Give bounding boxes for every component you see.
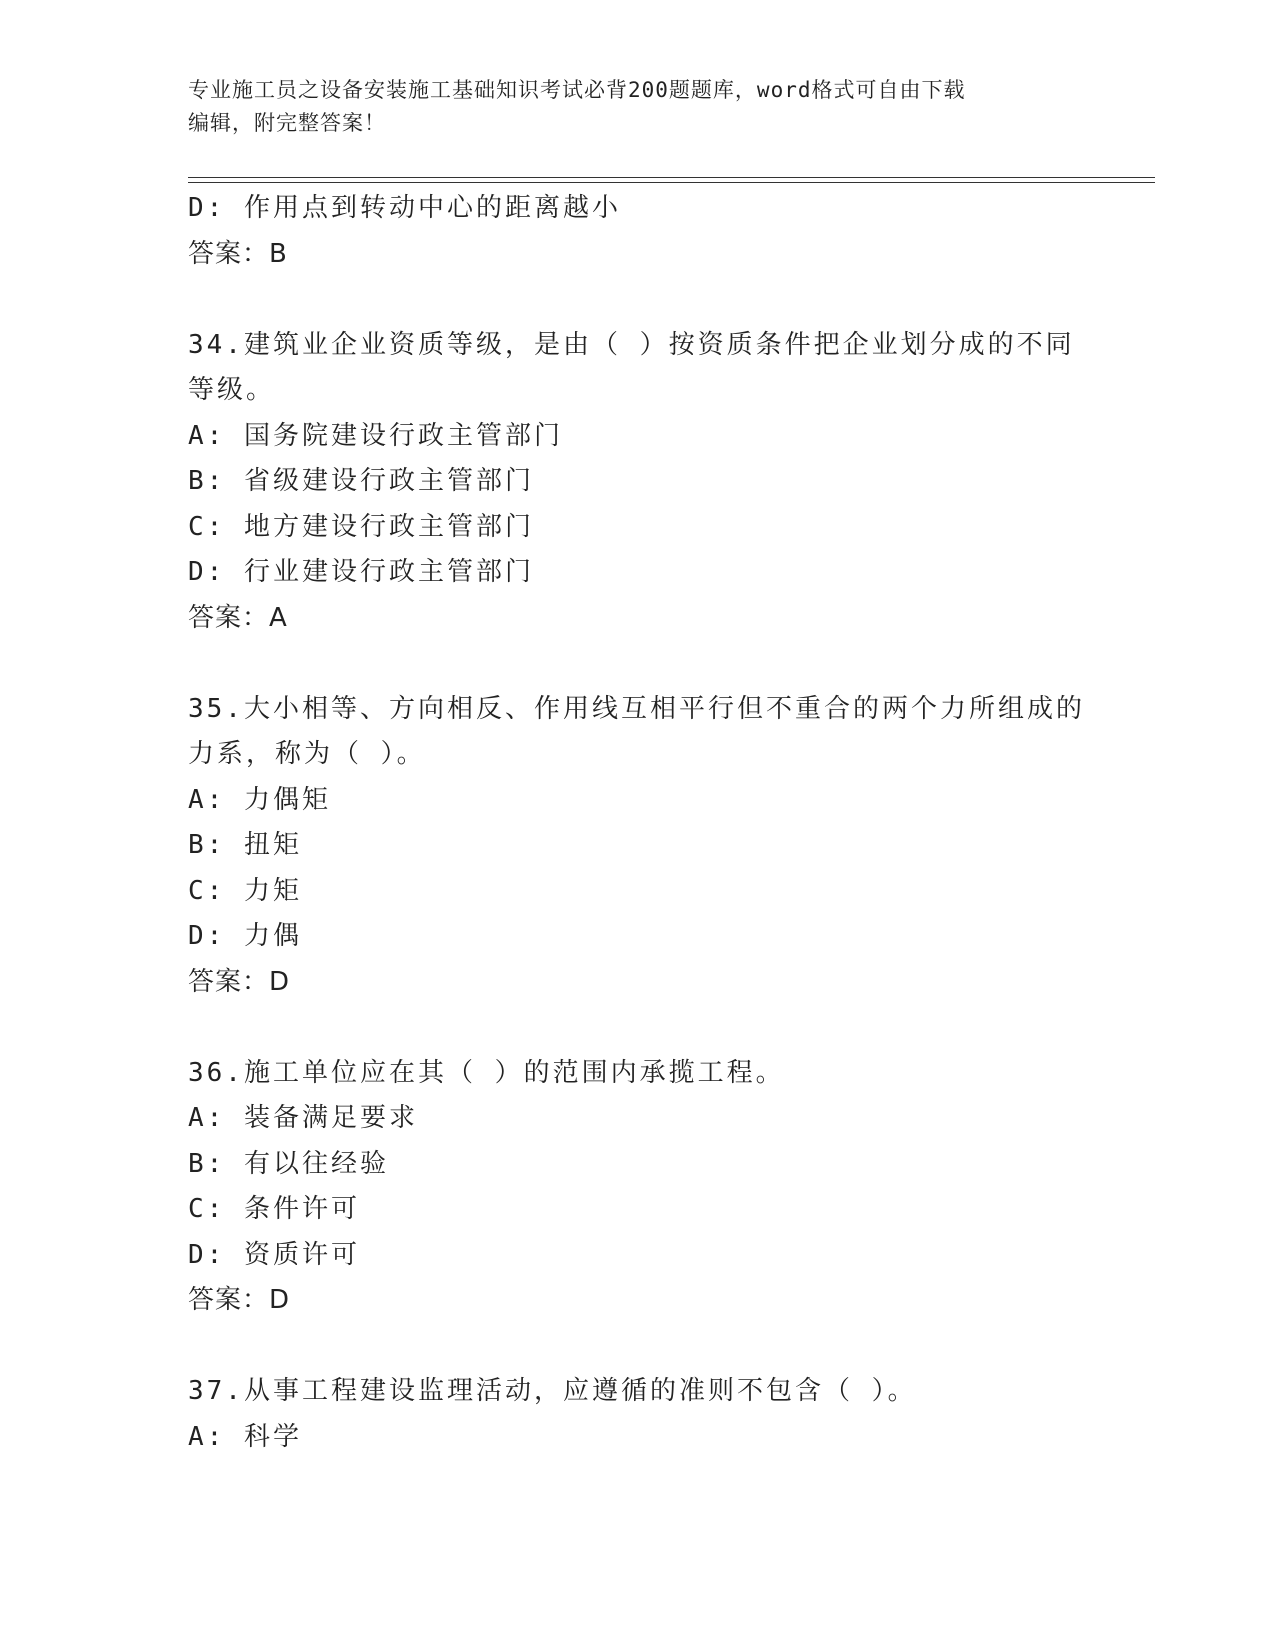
option-d [188, 914, 1088, 960]
option-a [188, 414, 1088, 460]
question-stem-line-1 [188, 1051, 1088, 1097]
option-text: 科学 [243, 1421, 302, 1452]
option-text: 地方建设行政主管部门 [243, 511, 534, 542]
header-divider-bottom [188, 182, 1155, 183]
question-stem: 大小相等、方向相反、作用线互相平行但不重合的两个力所组成的 [243, 693, 1085, 724]
option-a [188, 778, 1088, 824]
question-stem-line-2: 等级。 [188, 375, 276, 405]
answer-line: 答案：B [188, 238, 288, 269]
spacer [188, 1005, 1088, 1051]
option-b [188, 1142, 1088, 1188]
option-label: A: [188, 420, 226, 451]
option-text: 省级建设行政主管部门 [243, 466, 534, 496]
header-title-line-1: 专业施工员之设备安装施工基础知识考试必背200题题库，word格式可自由下载 [188, 78, 966, 102]
option-c [188, 869, 1088, 915]
question-stem-line-2: 力系，称为（ ）。 [188, 739, 426, 769]
option-c [188, 505, 1088, 551]
question-stem: 建筑业企业资质等级，是由（ ）按资质条件把企业划分成的不同 [243, 329, 1075, 360]
question-stem-line-1 [188, 687, 1088, 733]
spacer [188, 1324, 1088, 1370]
spacer [188, 641, 1088, 687]
answer-line: 答案：A [188, 602, 288, 633]
option-text: 扭矩 [243, 830, 302, 860]
option-label: D: [188, 1239, 226, 1270]
option-text: 力偶 [243, 921, 302, 951]
option-label: B: [188, 1148, 226, 1179]
option-b [188, 459, 1088, 505]
answer-line: 答案：D [188, 966, 291, 997]
option-label: A: [188, 1421, 226, 1452]
question-number: 34. [188, 329, 244, 360]
question-stem: 从事工程建设监理活动，应遵循的准则不包含（ ）。 [243, 1376, 917, 1406]
option-label: C: [188, 1194, 226, 1224]
option-text: 国务院建设行政主管部门 [243, 420, 563, 451]
option-text: 条件许可 [243, 1194, 360, 1224]
question-stem-line-1 [188, 323, 1088, 369]
option-d [188, 186, 1088, 232]
option-c [188, 1187, 1088, 1233]
header-title-line-2: 编辑，附完整答案！ [188, 111, 386, 135]
option-text: 装备满足要求 [243, 1103, 418, 1133]
option-label: C: [188, 875, 226, 906]
option-label: D: [188, 921, 226, 951]
option-label: D: [188, 193, 226, 223]
question-34 [188, 323, 1088, 642]
question-37 [188, 1369, 1088, 1460]
option-label: B: [188, 466, 226, 496]
option-label: A: [188, 784, 226, 815]
option-d [188, 1233, 1088, 1279]
question-36 [188, 1051, 1088, 1324]
option-text: 有以往经验 [243, 1148, 389, 1179]
option-label: B: [188, 830, 226, 860]
option-text: 力矩 [243, 875, 302, 906]
question-list [188, 186, 1088, 1460]
document-header [188, 74, 1068, 140]
spacer [188, 277, 1088, 323]
option-label: A: [188, 1103, 226, 1133]
option-text: 作用点到转动中心的距离越小 [243, 193, 621, 223]
question-number: 35. [188, 693, 244, 724]
question-stem-line-1 [188, 1369, 1088, 1415]
question-35 [188, 687, 1088, 1006]
option-b [188, 823, 1088, 869]
question-number: 36. [188, 1057, 244, 1088]
option-a [188, 1415, 1088, 1461]
option-text: 行业建设行政主管部门 [243, 557, 534, 587]
question-number: 37. [188, 1376, 244, 1406]
answer-line: 答案：D [188, 1285, 291, 1315]
option-a [188, 1096, 1088, 1142]
question-stem: 施工单位应在其（ ）的范围内承揽工程。 [243, 1057, 785, 1088]
option-label: C: [188, 511, 226, 542]
option-label: D: [188, 557, 226, 587]
option-text: 资质许可 [243, 1239, 360, 1270]
option-text: 力偶矩 [243, 784, 331, 815]
header-divider-top [188, 177, 1155, 178]
option-d [188, 550, 1088, 596]
